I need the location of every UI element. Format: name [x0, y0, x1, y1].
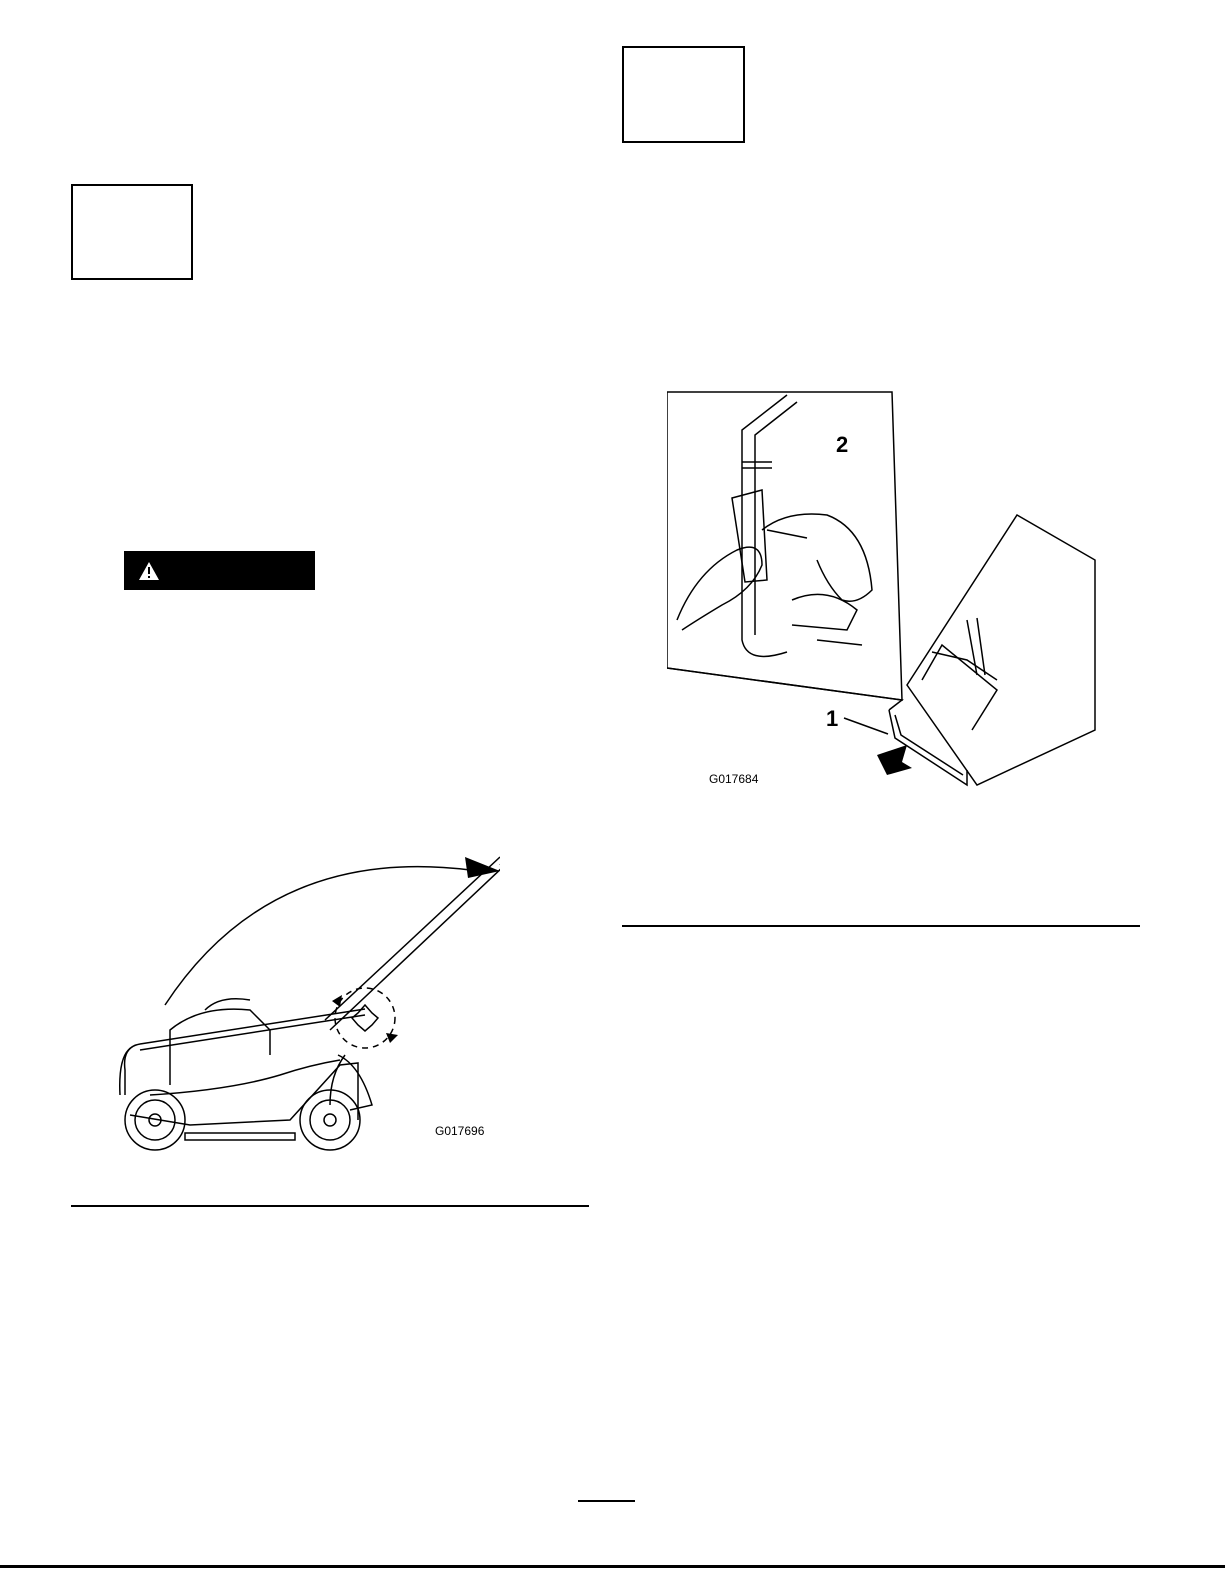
page-bottom-border — [0, 1565, 1225, 1568]
mower-handle-figure — [110, 815, 500, 1160]
page-number-underline — [578, 1500, 635, 1502]
callout-1-leader — [842, 710, 892, 740]
figure-code-bag: G017684 — [709, 772, 759, 786]
step-number-box-right — [622, 46, 745, 143]
step-number-box-left — [71, 184, 193, 280]
warning-triangle-icon — [138, 561, 160, 581]
callout-1: 1 — [826, 706, 839, 731]
section-divider-right — [622, 925, 1140, 927]
callout-2: 2 — [836, 432, 849, 457]
figure-code-handle: G017696 — [435, 1124, 485, 1138]
grass-bag-figure — [667, 390, 1107, 805]
section-divider-left — [71, 1205, 589, 1207]
warning-signal-bar — [124, 551, 315, 590]
